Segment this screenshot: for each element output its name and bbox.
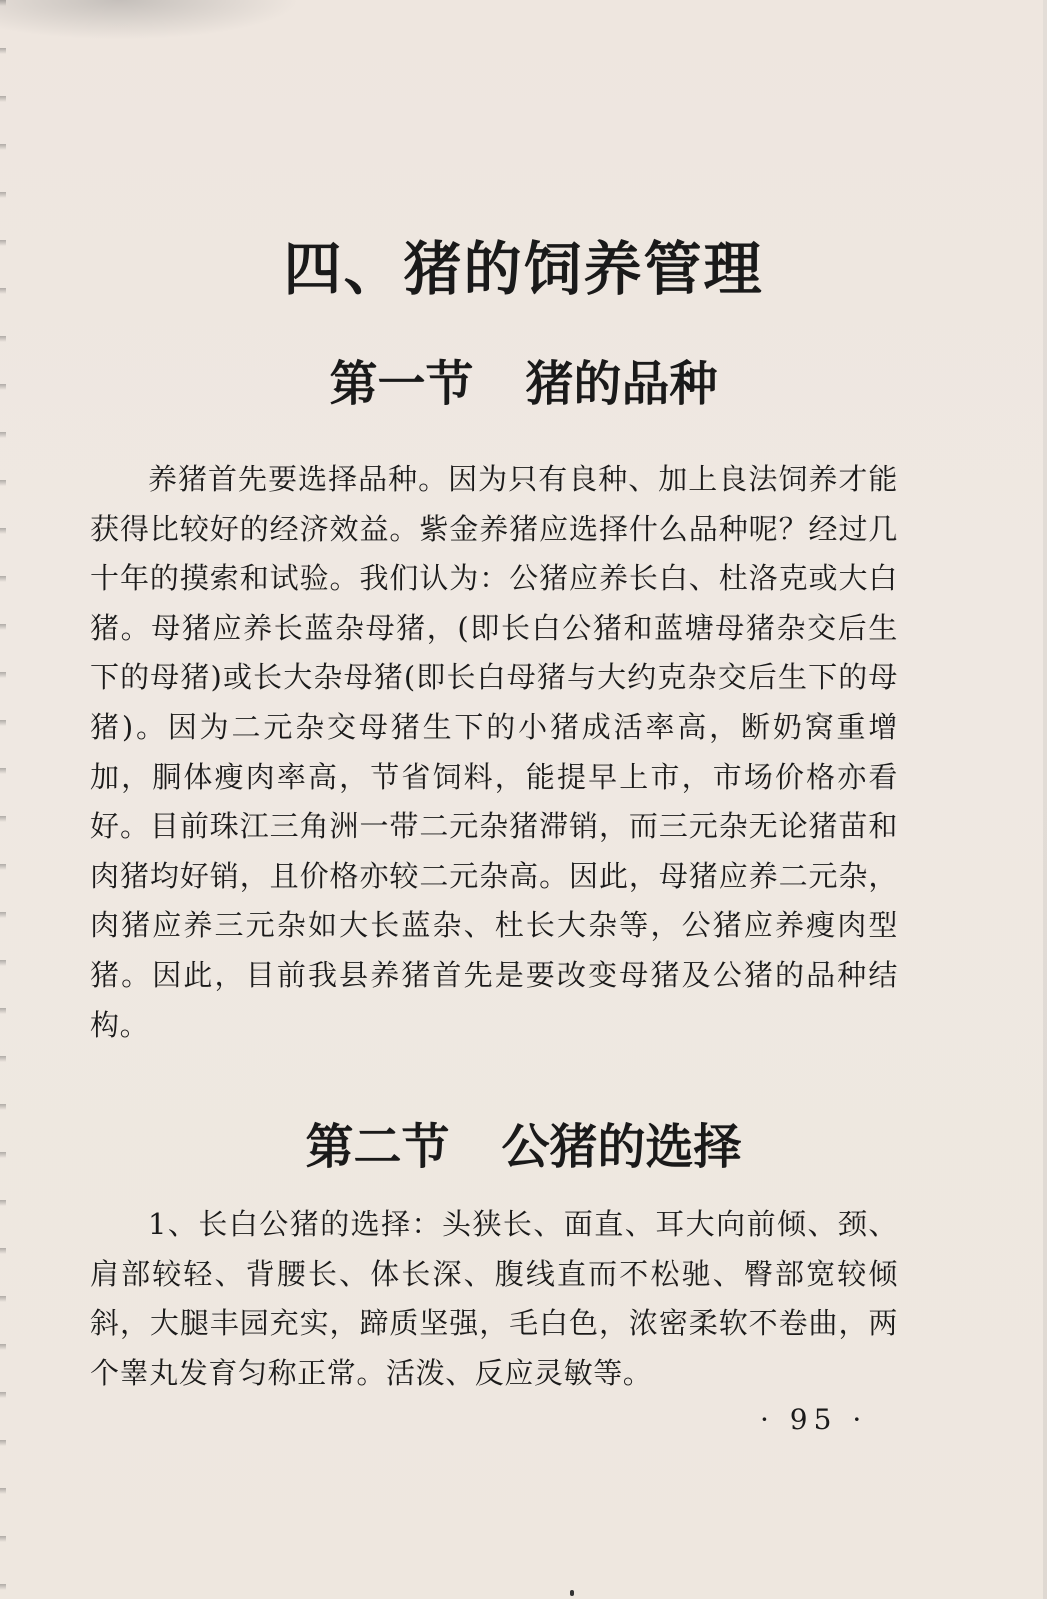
chapter-title: 四、猪的饲养管理 <box>283 235 764 303</box>
scan-speck <box>570 1590 574 1596</box>
section-heading-2 <box>0 1108 1047 1177</box>
section-name: 猪的品种 <box>525 356 718 412</box>
section-number: 第一节 <box>329 356 474 412</box>
section-name: 公猪的选择 <box>501 1119 742 1175</box>
scan-shadow <box>0 0 300 40</box>
section-heading-1 <box>0 345 1047 414</box>
body-paragraph: 养猪首先要选择品种。因为只有良种、加上良法饲养才能获得比较好的经济效益。紫金养猪应选择什么品种呢？经过几十年的摸索和试验。我们认为：公猪应养长白、杜洛克或大白猪。母猪应养长蓝杂母猪，(即长白公猪和蓝塘母猪杂交后生下的母猪)或长大杂母猪(即长白母猪与大约克杂交后生下的母猪)。因为二元杂交母猪生下的小猪成活率高，断奶窝重增加，胴体瘦肉率高，节省饲料，能提早上市，市场价格亦看好。目前珠江三角洲一带二元杂猪滞销，而三元杂无论猪苗和肉猪均好销，且价格亦较二元杂高。因此，母猪应养二元杂，肉猪应养三元杂如大长蓝杂、杜长大杂等，公猪应养瘦肉型猪。因此，目前我县养猪首先是要改变母猪及公猪的品种结构。 <box>90 462 898 1042</box>
body-paragraph: 1、长白公猪的选择：头狭长、面直、耳大向前倾、颈、肩部较轻、背腰长、体长深、腹线直而不松驰、臀部宽较倾斜，大腿丰园充实，蹄质坚强，毛白色，浓密柔软不卷曲，两个睾丸发育匀称正常。活泼、反应灵敏等。 <box>90 1207 898 1390</box>
page-number: · 95 · <box>760 1403 868 1436</box>
section-number: 第二节 <box>305 1119 450 1175</box>
